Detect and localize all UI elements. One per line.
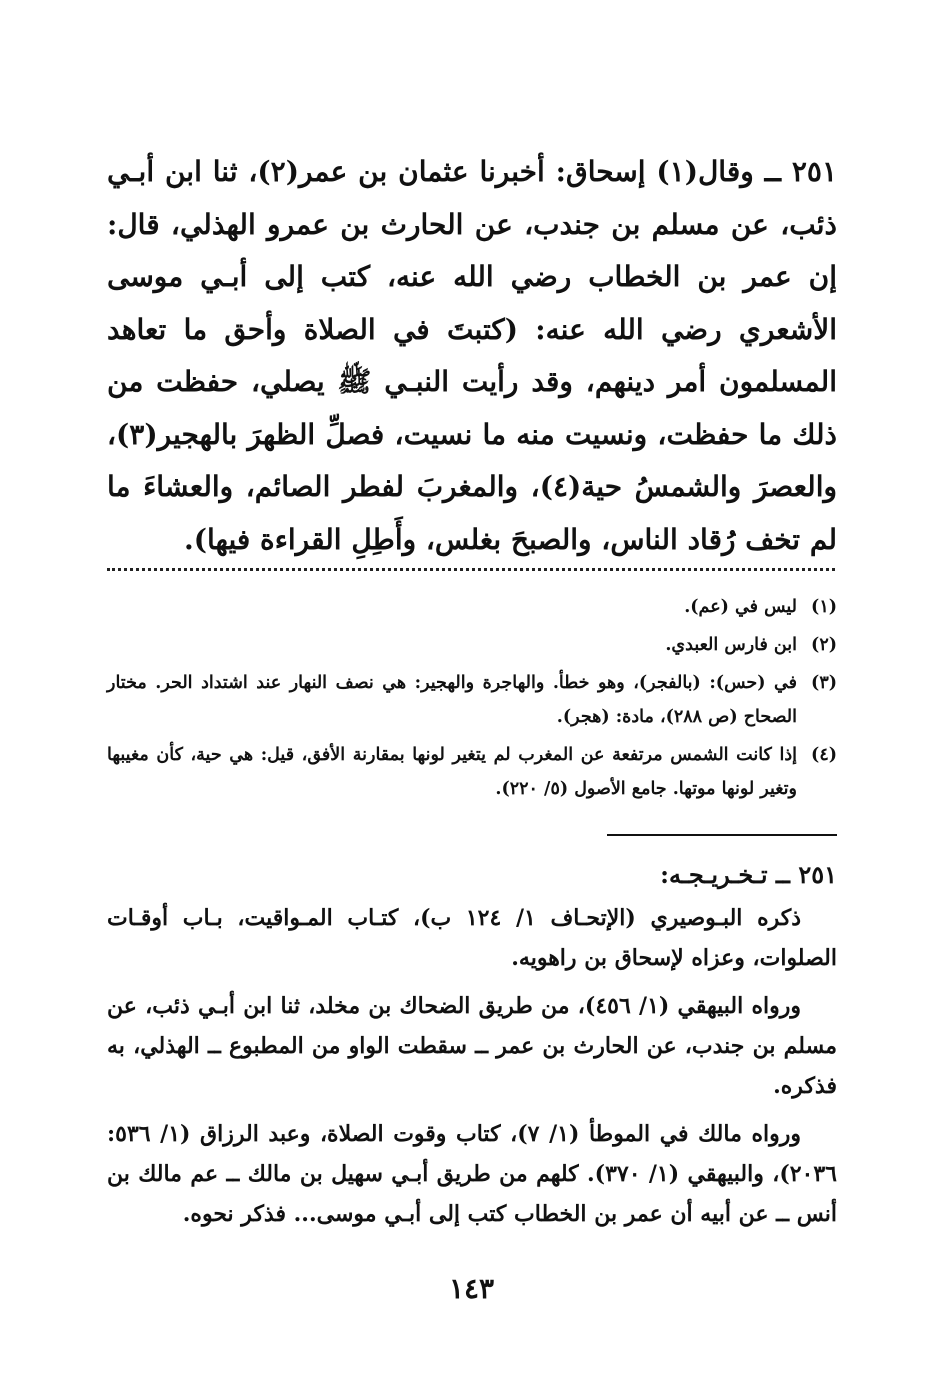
footnote-separator bbox=[107, 568, 835, 575]
hadith-body: ــ وقال(١) إسحاق: أخبرنا عثمان بن عمر(٢)، ثنا ابن أبـي ذئب، عن مسلم بن جندب، عن الحارث بن عمرو الهذلي، قال: إن عمر بن الخطاب رضي الله عنه، كتب إلى أبـي موسى الأشعري رضي الله عنه: (كتبتَ في الصلاة وأحق ما تعاهد المسلمون أمر دينهم، وقد رأيت النبـي ﷺ يصلي، حفظت من ذلك ما حفظت، ونسيت منه ما نسيت، فصلِّ الظهرَ بالهجير(٣)، والعصرَ والشمسُ حية(٤)، والمغربَ لفطر الصائم، والعشاءَ ما لم تخف رُقاد الناس، والصبحَ بغلس، وأَطِلِ القراءة فيها). bbox=[107, 155, 838, 556]
footnote-item bbox=[107, 738, 837, 806]
footnote-text: ليس في (عم). bbox=[684, 597, 797, 617]
footnotes bbox=[107, 590, 837, 810]
footnote-number: (١) bbox=[811, 597, 837, 617]
takhrij-paragraph: ورواه مالك في الموطأ (١/ ٧)، كتاب وقوت الصلاة، وعبد الرزاق (١/ ٥٣٦: ٢٠٣٦)، والبيهقي (١/ ٣٧٠). كلهم من طريق أبـي سهيل بن مالك ــ عم مالك بن أنس ــ عن أبيه أن عمر بن الخطاب كتب إلى أبـي موسى... فذكر نحوه. bbox=[107, 1121, 837, 1227]
section-rule bbox=[607, 834, 837, 836]
takhrij-paragraph: ذكره البـوصيري (الإتحـاف ١/ ١٢٤ ب)، كتـاب المـواقيت، بـاب أوقـات الصلوات، وعزاه لإسحاق بن راهويه. bbox=[107, 905, 837, 971]
footnote-text: في (حس): (بالفجر)، وهو خطأ. والهاجرة والهجير: هي نصف النهار عند اشتداد الحر. مختار الصحاح (ص ٢٨٨)، مادة: (هجر). bbox=[107, 673, 797, 727]
footnote-text: إذا كانت الشمس مرتفعة عن المغرب لم يتغير لونها بمقارنة الأفق، قيل: هي حية، كأن مغيبها وتغير لونها موتها. جامع الأصول (٥/ ٢٢٠). bbox=[107, 745, 797, 799]
footnote-number: (٢) bbox=[811, 635, 837, 655]
footnote-item bbox=[107, 590, 837, 624]
takhrij-heading: ٢٥١ ــ تـخـريـجـه: bbox=[660, 860, 837, 889]
footnote-item bbox=[107, 628, 837, 662]
hadith-paragraph bbox=[107, 146, 837, 566]
takhrij-section bbox=[107, 856, 837, 1242]
takhrij-paragraph: ورواه البيهقي (١/ ٤٥٦)، من طريق الضحاك بن مخلد، ثنا ابن أبـي ذئب، عن مسلم بن جندب، عن الحارث بن عمر ــ سقطت الواو من المطبوع ــ الهذلي، به فذكره. bbox=[107, 993, 837, 1099]
footnote-item bbox=[107, 666, 837, 734]
page-number: ١٤٣ bbox=[448, 1272, 495, 1305]
footnote-text: ابن فارس العبدي. bbox=[665, 635, 797, 655]
hadith-number: ٢٥١ bbox=[791, 155, 838, 188]
hadith-text-block bbox=[107, 146, 837, 566]
footnote-number: (٤) bbox=[811, 745, 837, 765]
footnote-number: (٣) bbox=[811, 673, 837, 693]
